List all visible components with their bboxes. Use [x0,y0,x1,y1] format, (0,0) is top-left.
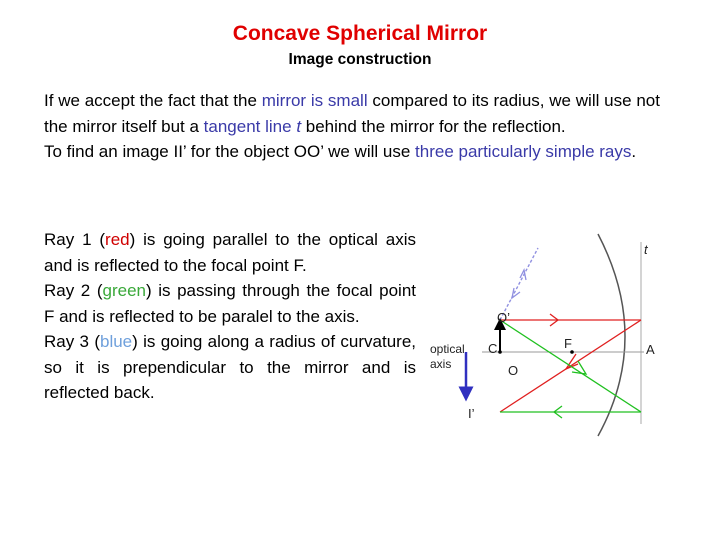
ray-2-description [44,278,416,329]
label-f: F [564,336,572,351]
label-a: A [646,342,655,357]
center-of-curvature-point [498,350,502,354]
ray-3-color-word: blue [99,332,133,351]
intro-text-segment: compared to its radius, we will use not the mirror itself but a [44,91,660,136]
rays-description [44,227,416,406]
ray-text-segment: Ray 1 ( [44,230,106,249]
ray-3-description [44,329,416,406]
page-title: Concave Spherical Mirror [232,22,488,45]
label-t: t [644,242,648,257]
intro-text-segment: . [631,142,637,161]
ray-1-color-word: red [105,230,130,249]
ray-text-segment: ) is going along a radius of curvature, so it is prependicular to the mirror and is reflected back. [44,332,416,402]
intro-text-segment: behind the mirror for the reflection. [301,116,566,136]
highlight-mirror-small: mirror is small [261,91,368,110]
label-o: O [508,363,519,378]
ray-2-color-word: green [102,281,146,300]
ray-3-arrow-back [512,288,520,298]
label-optical: optical [430,342,465,356]
intro-paragraph-2 [44,139,660,165]
page-subtitle: Image construction [288,51,432,68]
label-i-prime: I’ [468,406,475,421]
label-c: C [488,341,498,356]
mirror-diagram [420,228,700,438]
intro-paragraph-1 [44,88,660,139]
intro-text-segment: To find an image II’ for the object OO’ we will use [44,142,416,161]
ray-text-segment: Ray 3 ( [44,332,100,351]
highlight-tangent-line: tangent line [203,116,297,136]
intro-text [44,88,660,165]
ray-1-description [44,227,416,278]
ray-text-segment: Ray 2 ( [44,281,103,300]
highlight-three-rays: three particularly simple rays [415,142,632,161]
label-axis: axis [430,357,452,371]
mirror-arc [598,234,625,436]
label-o-prime: O’ [497,310,510,325]
highlight-t-symbol: t [296,116,302,136]
intro-text-segment: If we accept the fact that the [44,91,262,110]
ray-text-segment: ) is passing through the focal point F and is reflected to be paralel to the axis. [44,281,417,326]
ray-text-segment: ) is going parallel to the optical axis and is reflected to the focal point F. [44,230,416,275]
